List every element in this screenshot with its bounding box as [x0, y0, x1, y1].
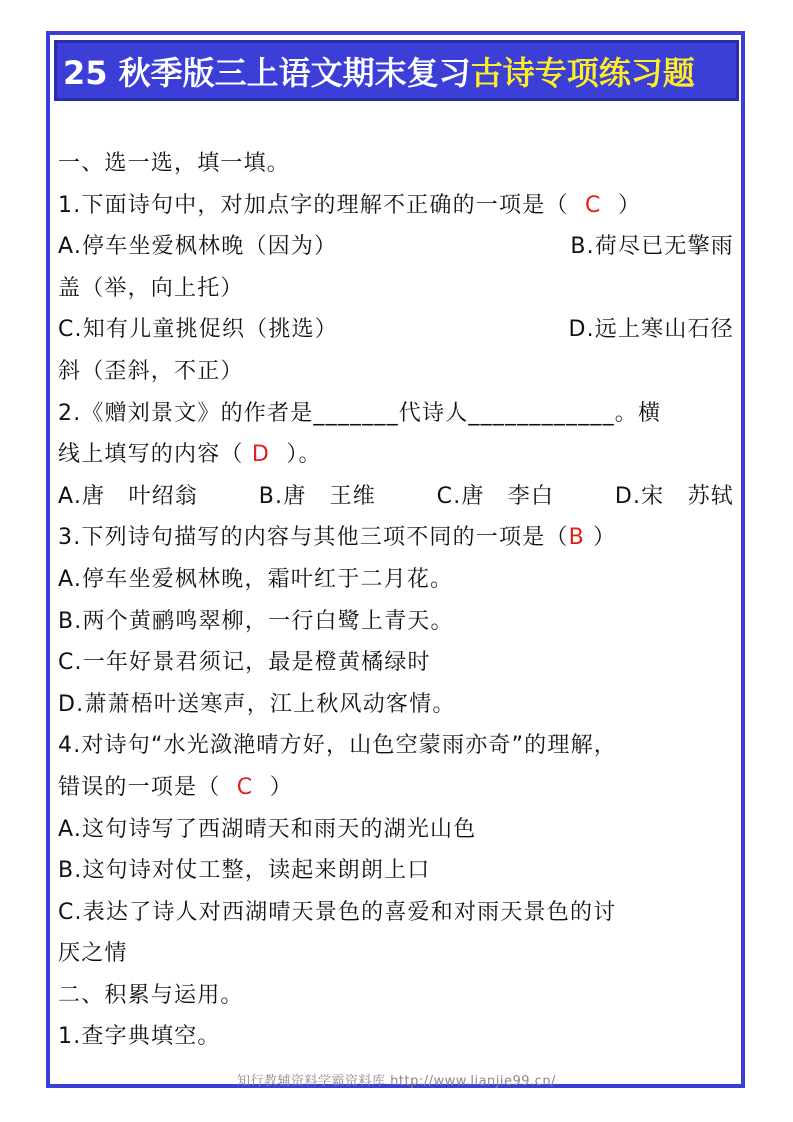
q1-option-d-cont: 斜（歪斜，不正）: [58, 358, 244, 384]
q3-option-b: B.两个黄鹂鸣翠柳，一行白鹭上青天。: [58, 608, 454, 634]
q1-option-d: D.远上寒山石径: [568, 317, 734, 343]
q1-option-c: C.知有儿童挑促织（挑选）: [58, 317, 338, 343]
q2-stem-cont: 线上填写的内容（ D ）。: [58, 442, 322, 468]
q2-option-b: B.唐 王维: [258, 483, 376, 509]
title-main: 25 秋季版三上语文期末复习: [63, 53, 471, 92]
q1-option-a: A.停车坐爱枫林晚（因为）: [58, 234, 338, 260]
q4-option-c: C.表达了诗人对西湖晴天景色的喜爱和对雨天景色的讨: [58, 899, 617, 925]
q1-stem: 1.下面诗句中，对加点字的理解不正确的一项是（ C ）: [58, 192, 642, 218]
title-banner: [54, 40, 739, 101]
q2-option-d: D.宋 苏轼: [614, 483, 734, 509]
q1-options-cd: [58, 309, 734, 351]
section1-title: 一、选一选，填一填。: [58, 151, 291, 176]
q1-option-b: B.荷尽已无擎雨: [570, 234, 734, 260]
q1-option-b-cont: 盖（举，向上托）: [58, 275, 244, 301]
q4-answer: C: [236, 774, 254, 800]
q1-answer: C: [584, 192, 602, 218]
q2-answer: D: [251, 442, 270, 468]
title-highlight: 古诗专项练习题: [470, 53, 695, 92]
q4-option-a: A.这句诗写了西湖晴天和雨天的湖光山色: [58, 816, 477, 842]
q2-option-c: C.唐 李白: [436, 483, 555, 509]
worksheet-content: [58, 143, 748, 1058]
q2-options: [58, 476, 734, 518]
q4-option-b: B.这句诗对仗工整，读起来朗朗上口: [58, 858, 431, 884]
q3-option-d: D.萧萧梧叶送寒声，江上秋风动客情。: [58, 691, 456, 717]
q4-stem-cont: 错误的一项是（ C ）: [58, 774, 293, 800]
footer-watermark: 知行教辅资料学霸资料库 http://www.lianjie99.cn/: [237, 1074, 556, 1089]
section2-q1: 1.查字典填空。: [58, 1024, 221, 1050]
q3-answer: B: [568, 525, 585, 551]
q1-options-ab: [58, 226, 734, 268]
q4-option-c-cont: 厌之情: [58, 941, 128, 967]
q2-option-a: A.唐 叶绍翁: [58, 483, 199, 509]
q3-option-a: A.停车坐爱枫林晚，霜叶红于二月花。: [58, 566, 454, 592]
section2-title: 二、积累与运用。: [58, 982, 244, 1008]
q3-stem: 3.下列诗句描写的内容与其他三项不同的一项是（B ）: [58, 525, 617, 551]
q4-stem: 4.对诗句“水光潋滟晴方好，山色空蒙雨亦奇”的理解，: [58, 733, 617, 759]
q2-stem: 2.《赠刘景文》的作者是_______代诗人____________。横: [58, 400, 662, 426]
q3-option-c: C.一年好景君须记，最是橙黄橘绿时: [58, 650, 431, 676]
